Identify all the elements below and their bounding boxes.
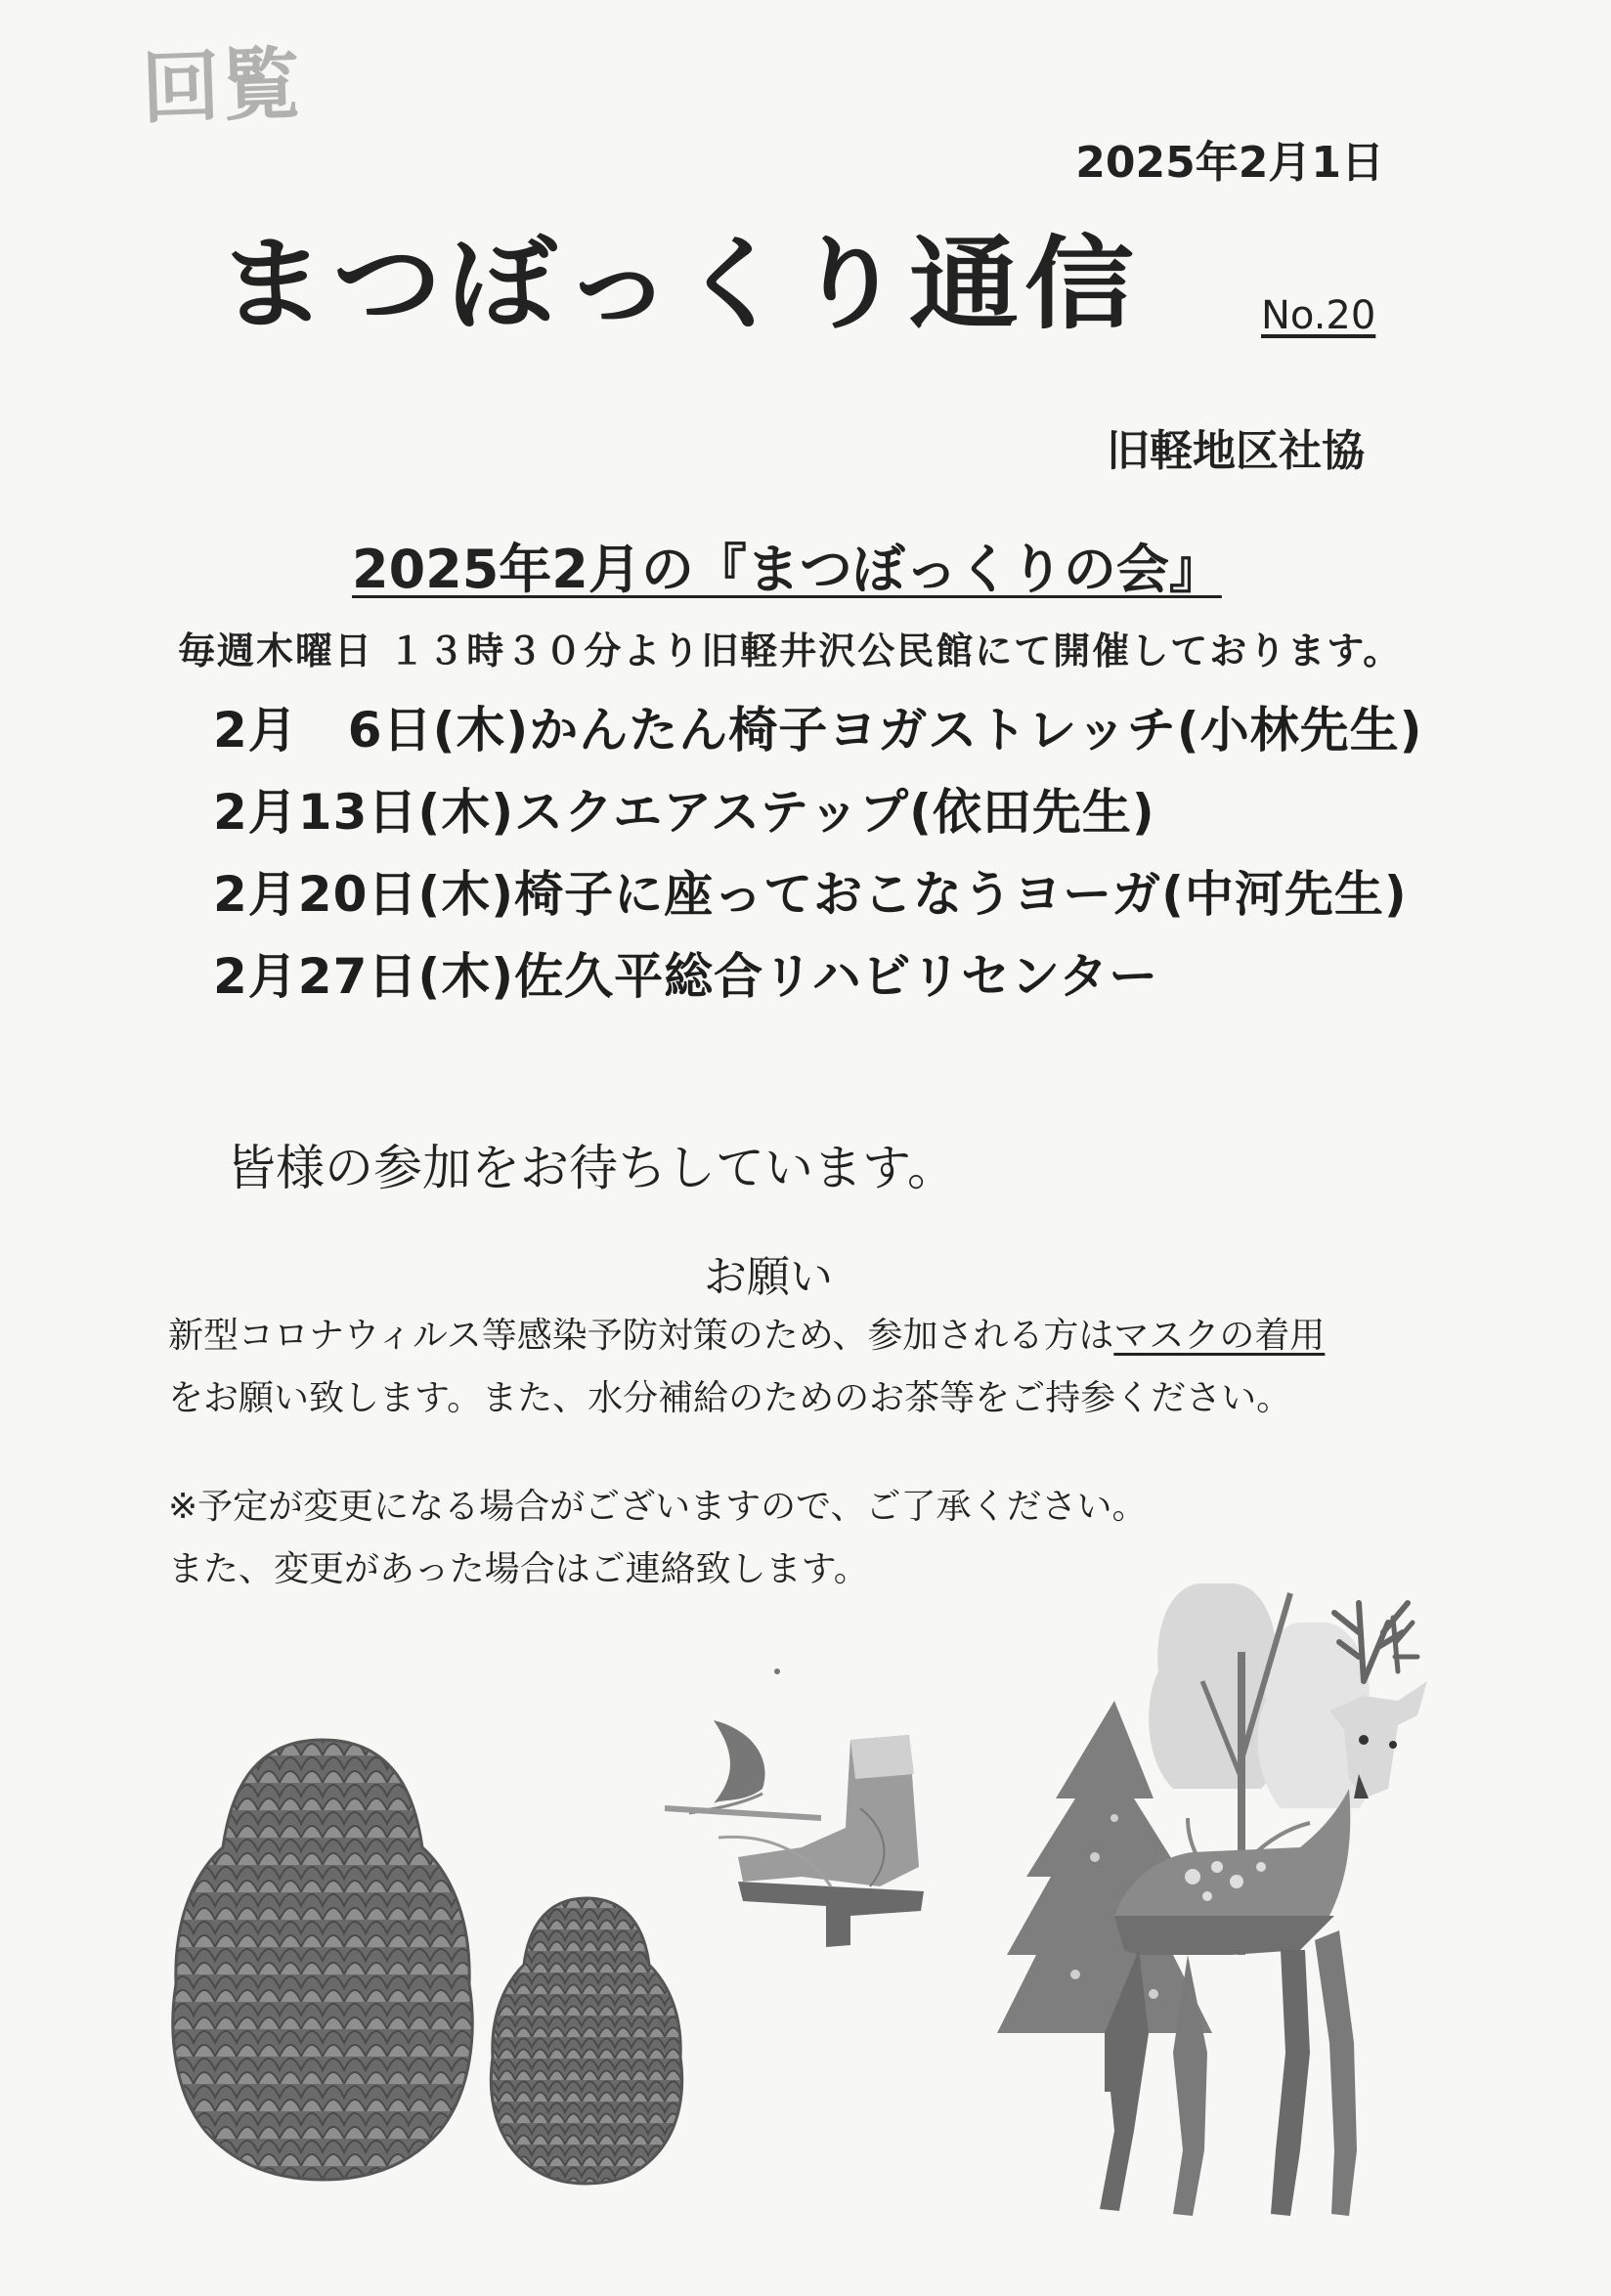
- request-line-2: をお願い致します。また、水分補給のためのお茶等をご持参ください。: [168, 1378, 1292, 1418]
- request-line-1-text: 新型コロナウィルス等感染予防対策のため、参加される方は: [168, 1316, 1114, 1356]
- organization-name: 旧軽地区社協: [1107, 426, 1365, 476]
- request-line-1: [168, 1305, 1468, 1367]
- mask-requirement: マスクの着用: [1113, 1316, 1326, 1356]
- circulation-stamp: 回覧: [140, 37, 304, 135]
- request-body: [168, 1305, 1468, 1430]
- schedule-item: 2月27日(木)佐久平総合リハビリセンター: [213, 948, 1159, 1005]
- schedule-list: [213, 689, 1423, 1018]
- schedule-item: 2月20日(木)椅子に座っておこなうヨーガ(中河先生): [213, 866, 1408, 923]
- invitation-text: 皆様の参加をお待ちしています。: [227, 1140, 956, 1196]
- pinecone-large-icon: [173, 1740, 472, 2180]
- schedule-item: 2月 6日(木)かんたん椅子ヨガストレッチ(小林先生): [213, 702, 1423, 758]
- schedule-item: 2月13日(木)スクエアステップ(依田先生): [213, 784, 1155, 841]
- issue-number: No.20: [1261, 293, 1376, 338]
- winter-illustration: [0, 1564, 1611, 2296]
- newsletter-title: まつぼっくり通信: [217, 226, 1140, 343]
- issue-date: 2025年2月1日: [1075, 138, 1384, 188]
- ice-skate-icon: [665, 1668, 924, 1947]
- pinecone-small-icon: [491, 1898, 681, 2184]
- notice-line-2: また、変更があった場合はご連絡致します。: [168, 1549, 869, 1589]
- schedule-note: 毎週木曜日 １３時３０分より旧軽井沢公民館にて開催しております。: [178, 629, 1403, 672]
- notice-line-1: ※予定が変更になる場合がございますので、ご了承ください。: [168, 1487, 1148, 1527]
- request-title: お願い: [704, 1252, 833, 1302]
- event-heading: 2025年2月の『まつぼっくりの会』: [352, 539, 1222, 600]
